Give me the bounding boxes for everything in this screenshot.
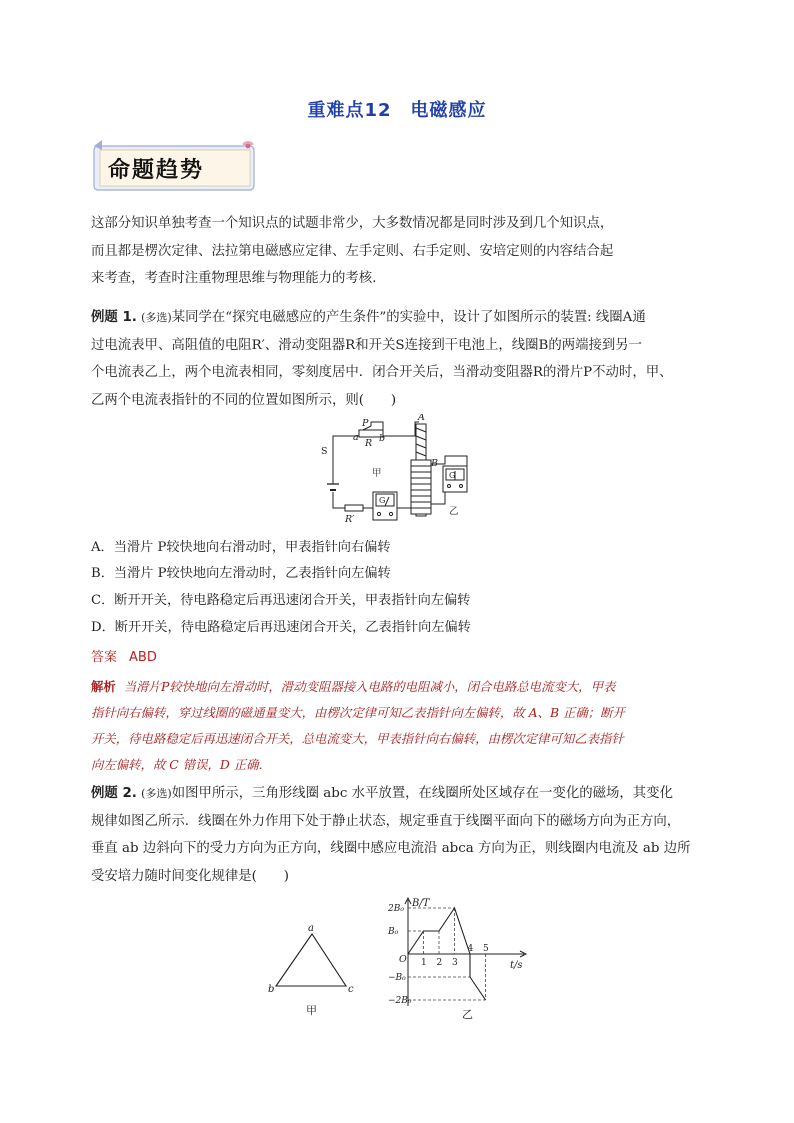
answer-value: ABD: [129, 650, 157, 665]
y-tick-label: B₀: [388, 927, 399, 937]
label-B: B: [431, 458, 438, 469]
example2-stem: [91, 780, 706, 890]
label-P: P: [362, 418, 369, 429]
vertex-b: b: [268, 984, 275, 995]
intro-line: 而且都是楞次定律、法拉第电磁感应定律、左手定则、右手定则、安培定则的内容结合起: [91, 243, 614, 259]
origin-label: O: [399, 954, 407, 965]
answer-row: [91, 646, 157, 665]
b-t-chart: [368, 894, 532, 1024]
explanation-line: 向左偏转，故 C 错误，D 正确．: [91, 757, 271, 772]
example2-line: 垂直 ab 边斜向下的受力方向为正方向，线圈中感应电流沿 abca 方向为正，则线圈内电流及 ab 边所: [91, 841, 691, 856]
section-banner: [92, 140, 264, 196]
y-tick-label: −B₀: [388, 973, 406, 983]
x-tick-label: 5: [483, 944, 489, 954]
answer-label: 答案: [91, 650, 118, 665]
example2-text: 如图甲所示，三角形线圈 abc 水平放置，在线圈所处区域存在一变化的磁场，其变化: [171, 786, 673, 801]
explanation: [91, 674, 706, 778]
triangle-figure: [262, 920, 362, 1024]
label-yi: 乙: [449, 506, 459, 517]
example2-label: 例题 2.: [91, 786, 137, 801]
caption-yi: 乙: [462, 1008, 473, 1021]
caption-jia: 甲: [306, 1004, 317, 1017]
example1-line: 个电流表乙上，两个电流表相同，零刻度居中．闭合开关后，当滑动变阻器R的滑片P不动时，甲、: [91, 365, 673, 380]
label-Rprime: R′: [345, 514, 355, 524]
intro-line: 这部分知识单独考查一个知识点的试题非常少，大多数情况都是同时涉及到几个知识点，: [91, 216, 614, 231]
x-tick-label: 4: [467, 944, 474, 954]
label-a: a: [353, 432, 359, 443]
example2-tag: (多选): [141, 787, 172, 800]
y-axis-label: B/T: [412, 898, 430, 909]
example1-tag: (多选): [141, 311, 172, 324]
vertex-c: c: [348, 984, 354, 995]
triangle-coil: [276, 934, 346, 986]
label-A: A: [418, 414, 425, 423]
example2-line: 规律如图乙所示．线圈在外力作用下处于静止状态，规定垂直于线圈平面向下的磁场方向为正方向，: [91, 813, 681, 829]
circuit-figure: [315, 414, 475, 524]
intro-paragraph: [91, 210, 706, 293]
explanation-label: 解析: [91, 679, 116, 694]
example1-line: 乙两个电流表指针的不同的位置如图所示，则( ): [91, 392, 397, 408]
y-tick-label: 2B₀: [388, 904, 404, 914]
page-title: 重难点12 电磁感应: [307, 100, 487, 121]
x-tick-label: 3: [452, 958, 458, 968]
label-R: R: [365, 438, 373, 449]
explanation-line: 开关，待电路稳定后再迅速闭合开关，总电流变大，甲表指针向右偏转，由楞次定律可知乙表指针: [91, 731, 624, 746]
option-b: B．当滑片 P较快地向左滑动时，乙表指针向左偏转: [91, 566, 391, 581]
example1-text: 某同学在“探究电磁感应的产生条件”的实验中，设计了如图所示的装置: 线圈A通: [171, 310, 646, 325]
intro-line: 来考查，考查时注重物理思维与物理能力的考核．: [91, 271, 386, 286]
x-axis-label: t/s: [510, 960, 523, 971]
option-c: C．断开开关，待电路稳定后再迅速闭合开关，甲表指针向左偏转: [91, 593, 471, 608]
x-tick-label: 2: [436, 958, 443, 968]
example2-line: 受安培力随时间变化规律是( ): [91, 868, 289, 884]
banner-label: 命题趋势: [108, 158, 205, 183]
option-d: D．断开开关，待电路稳定后再迅速闭合开关，乙表指针向左偏转: [91, 620, 471, 635]
vertex-a: a: [308, 923, 314, 934]
example1-line: 过电流表甲、高阻值的电阻R′、滑动变阻器R和开关S连接到干电池上，线圈B的两端接到另一: [91, 337, 643, 353]
label-jia: 甲: [372, 468, 382, 479]
label-b: b: [379, 433, 386, 444]
explanation-line: 指针向右偏转，穿过线圈的磁通量变大，由楞次定律可知乙表指针向左偏转，故 A、B 正确；断开: [91, 705, 625, 720]
example1-label: 例题 1.: [91, 310, 137, 325]
label-S: S: [321, 446, 328, 457]
example1-stem: [91, 304, 706, 414]
label-G1: G: [379, 496, 386, 505]
y-tick-label: −2B₀: [388, 996, 412, 1006]
label-G2: G: [449, 471, 456, 480]
option-a: A．当滑片 P较快地向右滑动时，甲表指针向右偏转: [91, 540, 391, 555]
explanation-line: 当滑片P较快地向左滑动时，滑动变阻器接入电路的电阻减小，闭合电路总电流变大，甲表: [123, 679, 616, 694]
x-tick-label: 1: [421, 958, 427, 968]
example2-line: [91, 780, 706, 808]
example1-line: [91, 304, 706, 332]
series-line-segment: [470, 977, 486, 1000]
